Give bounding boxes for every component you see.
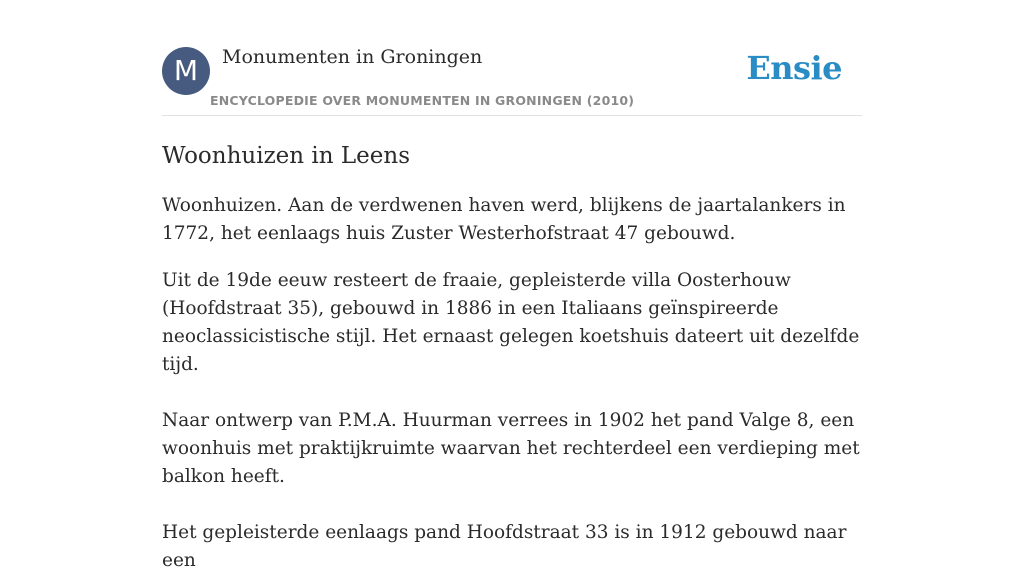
source-title-link[interactable]: Monumenten in Groningen	[222, 46, 483, 68]
article-title: Woonhuizen in Leens	[162, 143, 411, 169]
source-avatar[interactable]: M	[162, 47, 210, 95]
article-paragraph: Naar ontwerp van P.M.A. Huurman verrees in 1902 het pand Valge 8, een woonhuis met praktijkruimte waarvan het rechterdeel een verdieping met balkon heeft.	[162, 410, 860, 487]
article-paragraph: Woonhuizen. Aan de verdwenen haven werd, blijkens de jaartalankers in 1772, het eenlaags huis Zuster Westerhofstraat 47 gebouwd.	[162, 195, 846, 244]
source-header	[162, 0, 862, 116]
source-subtitle: ENCYCLOPEDIE OVER MONUMENTEN IN GRONINGEN (2010)	[210, 93, 635, 108]
article-paragraph: Uit de 19de eeuw resteert de fraaie, gepleisterde villa Oosterhouw (Hoofdstraat 35), gebouwd in 1886 in een Italiaans geïnspireerde neoclassicistische stijl. Het ernaast gelegen koetshuis dateert uit dezelfde tijd.	[162, 270, 860, 375]
article-paragraph: Het gepleisterde eenlaags pand Hoofdstraat 33 is in 1912 gebouwd naar een	[162, 522, 847, 571]
ensie-logo[interactable]: Ensie	[746, 49, 842, 87]
content-container	[162, 0, 862, 575]
